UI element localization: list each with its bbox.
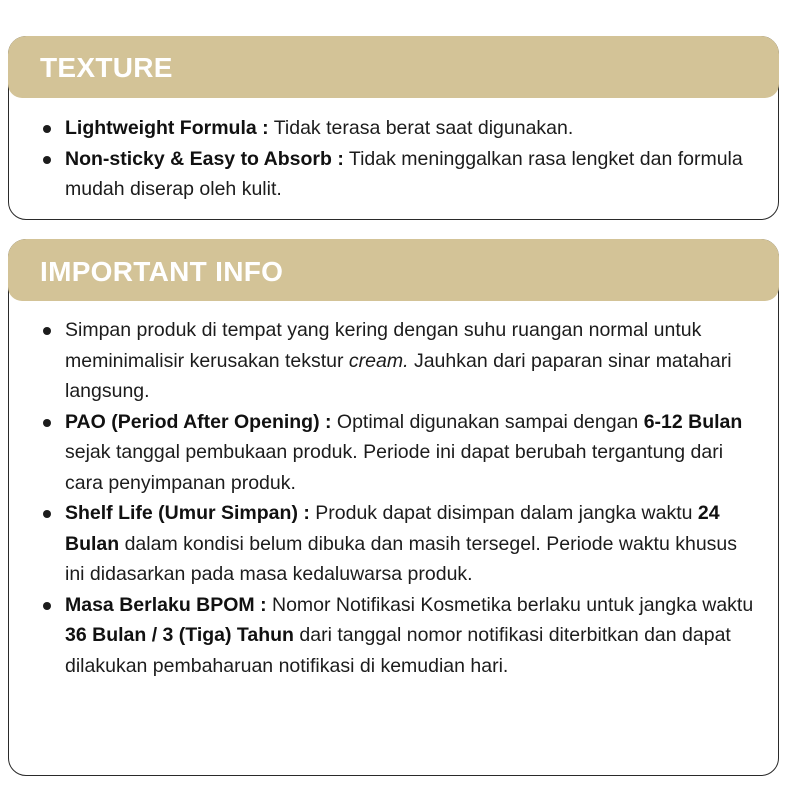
item-highlight: 36 Bulan / 3 (Tiga) Tahun <box>65 624 294 646</box>
item-label: Shelf Life (Umur Simpan) : <box>65 502 310 524</box>
list-item <box>65 590 760 682</box>
item-highlight: 6-12 Bulan <box>643 410 743 433</box>
item-label: Lightweight Formula : <box>65 117 269 139</box>
item-text: Optimal digunakan sampai dengan <box>331 410 644 433</box>
list-item <box>65 113 760 144</box>
item-label: Non-sticky & Easy to Absorb : <box>65 147 344 170</box>
item-highlight: 24 Bulan <box>65 502 720 555</box>
list-item <box>65 144 760 205</box>
item-emphasis: cream. <box>348 349 409 372</box>
important-info-list <box>9 315 778 681</box>
texture-card <box>8 36 779 220</box>
important-info-card <box>8 239 779 776</box>
list-item <box>65 407 760 499</box>
item-text: Jauhkan dari paparan sinar matahari langsung. <box>65 349 732 402</box>
item-text: Nomor Notifikasi Kosmetika berlaku untuk jangka waktu <box>266 593 754 616</box>
item-text: Tidak meninggalkan rasa lengket dan formula mudah diserap oleh kulit. <box>65 147 743 200</box>
list-item <box>65 498 760 590</box>
item-label: PAO (Period After Opening) : <box>65 410 332 433</box>
texture-title: TEXTURE <box>40 52 173 83</box>
important-info-title: IMPORTANT INFO <box>40 256 284 287</box>
texture-list <box>9 113 778 205</box>
item-text: Simpan produk di tempat yang kering dengan suhu ruangan normal untuk meminimalisir kerusakan tekstur <box>65 319 702 372</box>
item-text: dari tanggal nomor notifikasi diterbitkan dan dapat dilakukan pembaharuan notifikasi di kemudian hari. <box>65 624 731 677</box>
item-text: Tidak terasa berat saat digunakan. <box>268 117 574 139</box>
item-text: sejak tanggal pembukaan produk. Periode ini dapat berubah tergantung dari cara penyimpanan produk. <box>65 441 724 494</box>
item-label: Masa Berlaku BPOM : <box>65 593 267 616</box>
texture-header <box>8 36 779 98</box>
item-text: dalam kondisi belum dibuka dan masih tersegel. Periode waktu khusus ini didasarkan pada masa kedaluwarsa produk. <box>65 532 738 585</box>
item-text: Produk dapat disimpan dalam jangka waktu <box>309 502 698 524</box>
important-info-header <box>8 239 779 301</box>
list-item <box>65 315 760 407</box>
